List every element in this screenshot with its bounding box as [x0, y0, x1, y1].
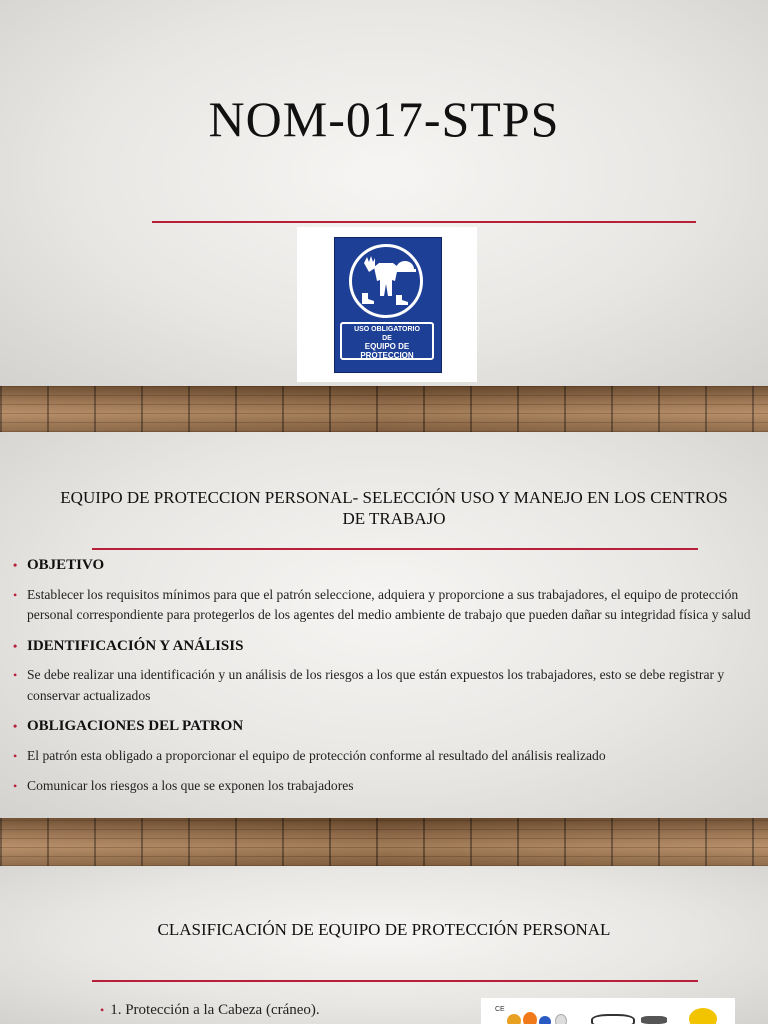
bullet-text: OBLIGACIONES DEL PATRON — [27, 718, 244, 734]
ce-mark: CE — [495, 1006, 505, 1013]
bullet-item — [13, 776, 758, 797]
bullet-icon: • — [100, 1003, 105, 1017]
hard-hat-icon — [689, 1008, 717, 1024]
bullet-item — [13, 585, 758, 626]
section-heading — [13, 716, 758, 737]
sign-line-3: EQUIPO DE — [364, 342, 410, 351]
glasses-icon — [641, 1016, 667, 1024]
bullet-text: Establecer los requisitos mínimos para que el patrón seleccione, adquiera y proporcione a sus trabajadores, el equipo de protección personal correspondiente para protegerlos de los agentes del medio ambiente de trabajo que pueden dañar su integridad física y salud — [27, 586, 751, 622]
ppe-pictogram-icon — [349, 244, 423, 318]
bullet-icon: • — [13, 719, 18, 733]
slide-title-text: NOM-017-STPS — [208, 91, 560, 147]
sign-text-box — [340, 322, 434, 360]
heading-divider — [92, 980, 698, 982]
ppe-equipment-image — [481, 998, 735, 1024]
wood-floor-band — [0, 818, 768, 866]
goggles-icon — [591, 1014, 635, 1024]
bullet-text: Se debe realizar una identificación y un análisis de los riesgos a los que están expuestos los trabajadores, esto se debe registrar y conservar actualizados — [27, 667, 725, 703]
slide-heading: CLASIFICACIÓN DE EQUIPO DE PROTECCIÓN PERSONAL — [157, 920, 611, 939]
bullet-icon: • — [13, 779, 18, 793]
bullet-item — [13, 746, 758, 767]
bullet-icon: • — [13, 748, 18, 763]
slide-heading: EQUIPO DE PROTECCION PERSONAL- SELECCIÓN USO Y MANEJO EN LOS CENTROS DE TRABAJO — [60, 488, 728, 528]
bullet-text: OBJETIVO — [27, 557, 105, 573]
ppe-sign-image — [297, 227, 477, 382]
bullet-item — [13, 665, 758, 706]
slide-ppe-classification — [0, 866, 768, 1024]
bullet-icon: • — [13, 638, 18, 653]
sign-line-1: USO OBLIGATORIO — [354, 326, 420, 333]
section-heading — [13, 636, 758, 657]
bullet-text: Comunicar los riesgos a los que se exponen los trabajadores — [27, 778, 354, 793]
blue-helmet-icon — [539, 1016, 551, 1024]
sign-line-2: DE — [382, 334, 392, 342]
white-helmet-icon — [555, 1014, 567, 1024]
mandatory-ppe-sign — [334, 237, 442, 373]
section-heading — [13, 555, 758, 576]
bullet-icon: • — [13, 587, 18, 602]
slide-title — [0, 0, 768, 386]
bullet-icon: • — [13, 668, 18, 682]
list-item — [100, 1002, 320, 1019]
bullet-text: IDENTIFICACIÓN Y ANÁLISIS — [27, 637, 244, 654]
wood-floor-band — [0, 386, 768, 432]
orange-helmet-icon — [523, 1012, 537, 1024]
bullet-icon: • — [13, 558, 18, 572]
sign-line-4: PROTECCION — [360, 350, 414, 360]
title-divider — [152, 221, 696, 223]
bullet-text: El patrón esta obligado a proporcionar el equipo de protección conforme al resultado del análisis realizado — [27, 747, 606, 763]
slide-ppe-selection — [0, 432, 768, 818]
list-item-text: 1. Protección a la Cabeza (cráneo). — [110, 1002, 320, 1018]
yellow-helmet-icon — [507, 1014, 521, 1024]
bullet-list — [13, 555, 758, 807]
heading-divider — [92, 548, 698, 550]
